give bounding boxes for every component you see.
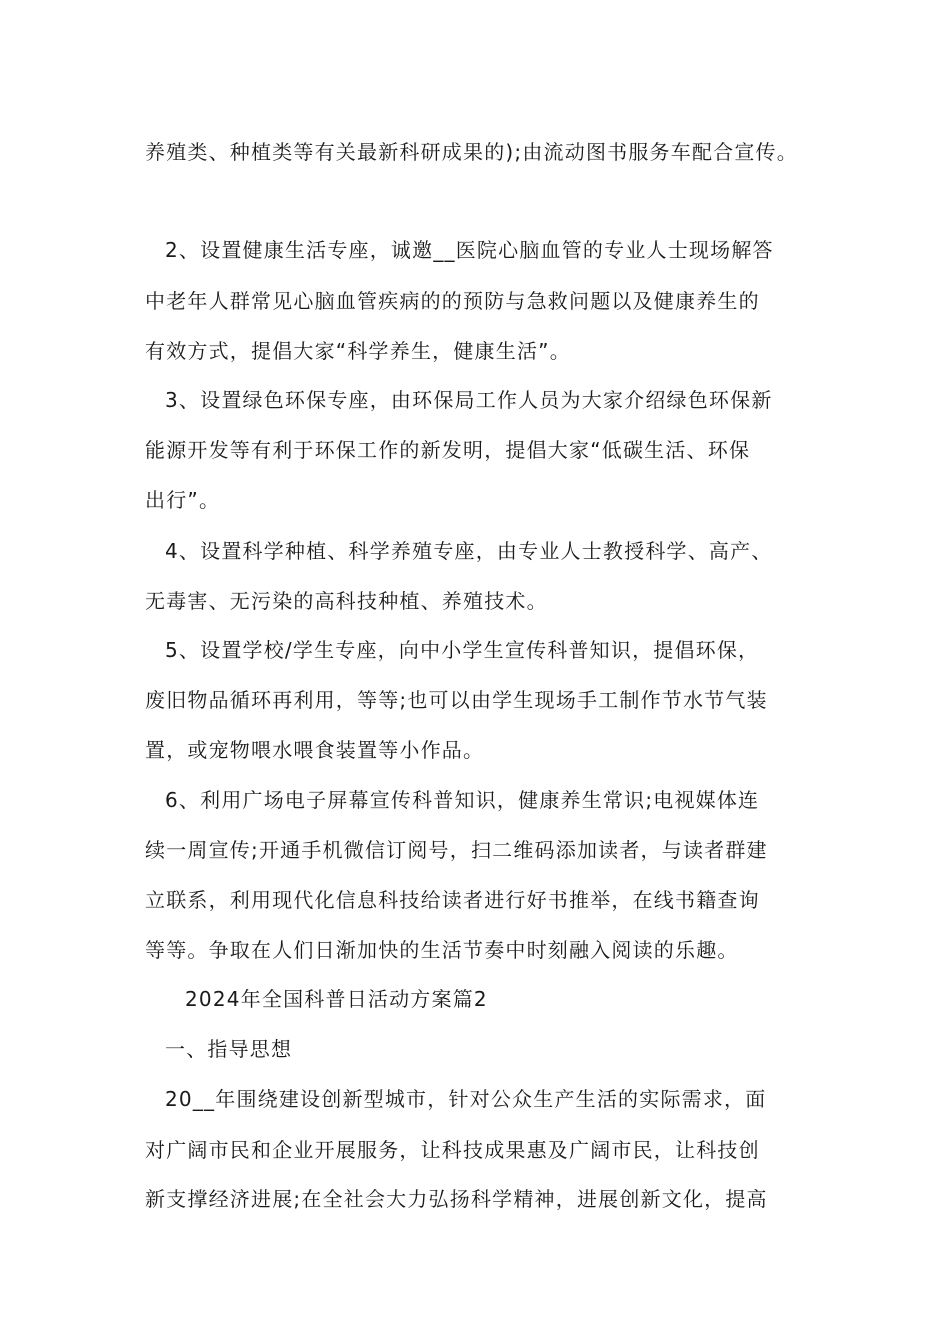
text-line: 新支撑经济进展;在全社会大力弘扬科学精神，进展创新文化，提高	[145, 1187, 768, 1211]
text-line: 20__年围绕建设创新型城市，针对公众生产生活的实际需求，面	[165, 1087, 767, 1111]
text-line: 能源开发等有利于环保工作的新发明，提倡大家“低碳生活、环保	[145, 438, 751, 462]
text-line: 6、利用广场电子屏幕宣传科普知识，健康养生常识;电视媒体连	[165, 788, 760, 812]
text-line: 有效方式，提倡大家“科学养生，健康生活”。	[145, 339, 571, 363]
text-line: 立联系，利用现代化信息科技给读者进行好书推举，在线书籍查询	[145, 888, 760, 912]
text-line: 等等。争取在人们日渐加快的生活节奏中时刻融入阅读的乐趣。	[145, 938, 739, 962]
text-line: 续一周宣传;开通手机微信订阅号，扫二维码添加读者，与读者群建	[145, 838, 768, 862]
text-line: 2、设置健康生活专座，诚邀__医院心脑血管的专业人士现场解答	[165, 238, 774, 262]
text-line: 中老年人群常见心脑血管疾病的的预防与急救问题以及健康养生的	[145, 289, 760, 313]
text-line: 4、设置科学种植、科学养殖专座，由专业人士教授科学、高产、	[165, 539, 773, 563]
text-line: 养殖类、种植类等有关最新科研成果的);由流动图书服务车配合宣传。	[145, 140, 798, 164]
text-line: 出行”。	[145, 488, 221, 512]
text-line: 废旧物品循环再利用，等等;也可以由学生现场手工制作节水节气装	[145, 688, 768, 712]
text-line: 无毒害、无污染的高科技种植、养殖技术。	[145, 589, 548, 613]
section-heading: 一、指导思想	[165, 1037, 293, 1061]
text-line: 5、设置学校/学生专座，向中小学生宣传科普知识，提倡环保，	[165, 638, 760, 662]
text-line: 置，或宠物喂水喂食装置等小作品。	[145, 738, 485, 762]
text-line: 3、设置绿色环保专座，由环保局工作人员为大家介绍绿色环保新	[165, 388, 773, 412]
text-line: 对广阔市民和企业开展服务，让科技成果惠及广阔市民，让科技创	[145, 1138, 760, 1162]
section-title: 2024年全国科普日活动方案篇2	[185, 987, 488, 1011]
